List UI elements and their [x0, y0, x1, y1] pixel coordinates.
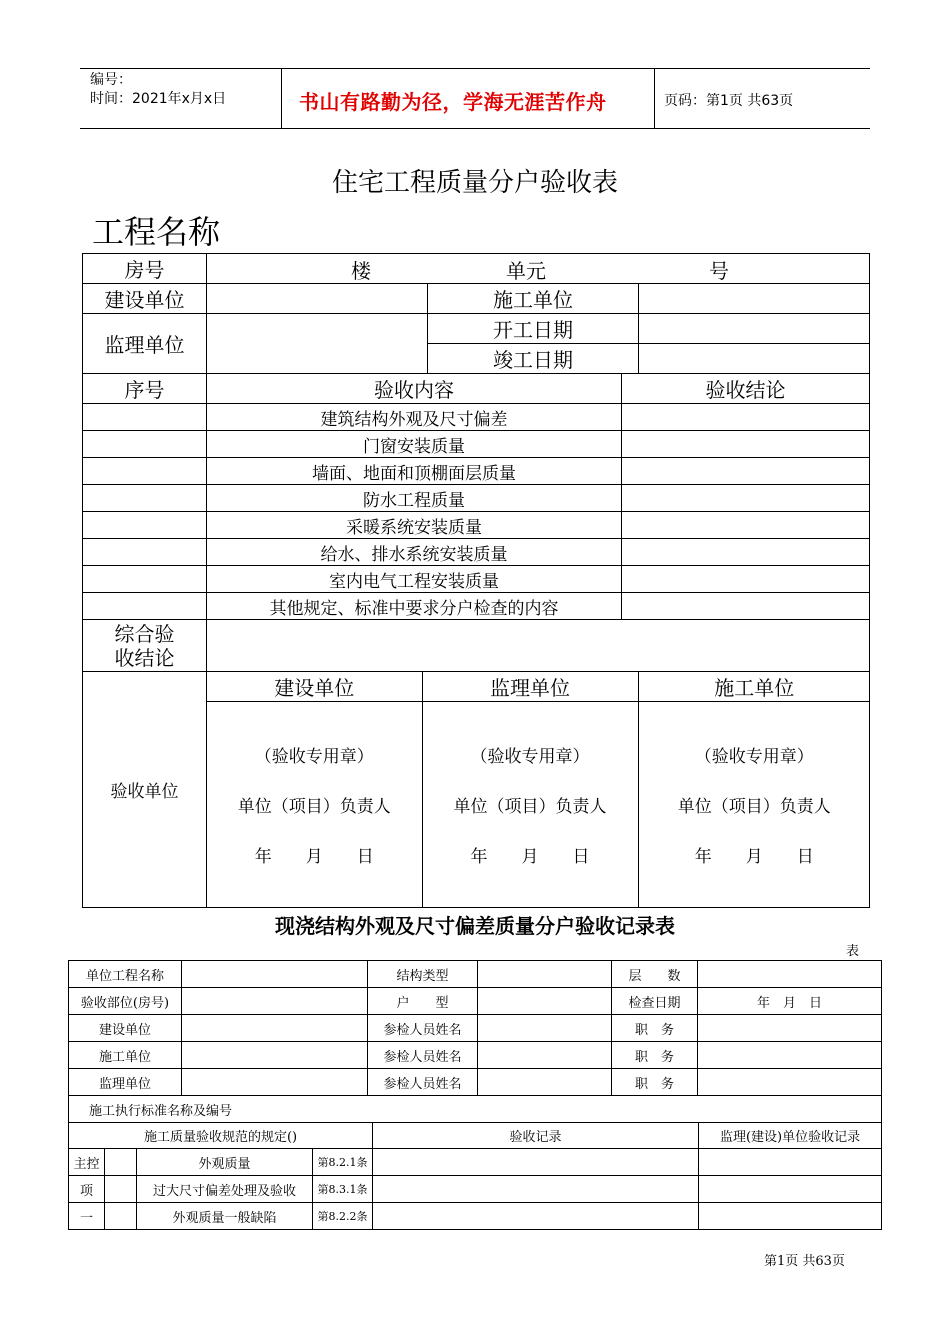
header-motto: 书山有路勤为径，学海无涯苦作舟	[299, 90, 607, 114]
date-text: 年 月 日	[254, 847, 374, 867]
position-label: 职 务	[612, 1042, 698, 1069]
s2-supervisor-label: 监理单位	[69, 1069, 182, 1096]
constructor-value[interactable]	[639, 284, 870, 314]
item-conclusion[interactable]	[622, 485, 870, 512]
building-label: 楼	[351, 259, 371, 283]
item-content: 采暖系统安装质量	[207, 512, 622, 539]
row-supervision[interactable]	[699, 1203, 882, 1230]
row-item: 外观质量一般缺陷	[137, 1203, 313, 1230]
item-index[interactable]	[105, 1149, 137, 1176]
signature-subtable	[207, 672, 870, 907]
room-no-label: 房号	[83, 254, 207, 284]
supervision-record-header: 监理(建设)单位验收记录	[699, 1123, 882, 1149]
header-bottom-rule	[80, 128, 870, 129]
row-record[interactable]	[373, 1176, 699, 1203]
sig-supervisor-header: 监理单位	[422, 672, 638, 702]
responsible-text: 单位（项目）负责人	[237, 797, 391, 817]
item-content: 其他规定、标准中要求分户检查的内容	[207, 593, 622, 620]
item-seq[interactable]	[83, 566, 207, 593]
main-control-label-1: 主控	[69, 1149, 105, 1176]
main-control-label-2: 项	[69, 1176, 105, 1203]
item-content: 建筑结构外观及尺寸偏差	[207, 404, 622, 431]
unit-label: 单元	[506, 259, 546, 283]
item-content: 给水、排水系统安装质量	[207, 539, 622, 566]
floors-label: 层 数	[612, 961, 698, 988]
structure-record-table-top	[68, 960, 882, 1123]
spec-header: 施工质量验收规范的规定()	[69, 1123, 373, 1149]
project-name-label: 工程名称	[92, 213, 221, 251]
item-conclusion[interactable]	[622, 512, 870, 539]
house-type-value[interactable]	[478, 988, 612, 1015]
stamp-text: （验收专用章）	[254, 747, 374, 767]
item-seq[interactable]	[83, 458, 207, 485]
item-seq[interactable]	[83, 485, 207, 512]
constructor-label: 施工单位	[428, 284, 639, 314]
row-supervision[interactable]	[699, 1149, 882, 1176]
inspector-name-label: 参检人员姓名	[368, 1069, 478, 1096]
item-conclusion[interactable]	[622, 566, 870, 593]
finish-date-value[interactable]	[639, 344, 870, 374]
position-value[interactable]	[698, 1042, 882, 1069]
responsible-text: 单位（项目）负责人	[453, 797, 607, 817]
doc-time-label: 时间：2021年x月x日	[90, 91, 227, 107]
supervisor-value[interactable]	[207, 314, 428, 374]
item-content: 室内电气工程安装质量	[207, 566, 622, 593]
house-type-label: 户 型	[368, 988, 478, 1015]
row-clause: 第8.2.2条	[313, 1203, 373, 1230]
check-date-label: 检查日期	[612, 988, 698, 1015]
s2-constructor-value[interactable]	[182, 1042, 368, 1069]
structure-type-label: 结构类型	[368, 961, 478, 988]
item-conclusion[interactable]	[622, 458, 870, 485]
inspection-area-value[interactable]	[182, 988, 368, 1015]
item-seq[interactable]	[83, 431, 207, 458]
inspector-name-label: 参检人员姓名	[368, 1015, 478, 1042]
content-header: 验收内容	[207, 374, 622, 404]
number-label: 号	[709, 259, 729, 283]
position-label: 职 务	[612, 1015, 698, 1042]
inspector-name-value[interactable]	[478, 1069, 612, 1096]
item-seq[interactable]	[83, 404, 207, 431]
unit-project-name-label: 单位工程名称	[69, 961, 182, 988]
structure-record-table-bottom	[68, 1122, 882, 1230]
overall-conclusion-line1: 综合验	[114, 621, 175, 646]
item-conclusion[interactable]	[622, 539, 870, 566]
finish-date-label: 竣工日期	[428, 344, 639, 374]
row-record[interactable]	[373, 1149, 699, 1176]
overall-conclusion-value[interactable]	[207, 620, 870, 672]
row-record[interactable]	[373, 1203, 699, 1230]
inspector-name-label: 参检人员姓名	[368, 1042, 478, 1069]
s2-constructor-label: 施工单位	[69, 1042, 182, 1069]
row-item: 过大尺寸偏差处理及验收	[137, 1176, 313, 1203]
s2-builder-label: 建设单位	[69, 1015, 182, 1042]
section2-table-suffix: 表	[846, 944, 860, 959]
item-seq[interactable]	[83, 512, 207, 539]
sig-constructor-header: 施工单位	[638, 672, 870, 702]
acceptance-units-cell	[207, 672, 870, 908]
header-page-info: 页码：第1页 共63页	[664, 93, 794, 109]
builder-value[interactable]	[207, 284, 428, 314]
row-item: 外观质量	[137, 1149, 313, 1176]
floors-value[interactable]	[698, 961, 882, 988]
general-label: 一	[69, 1203, 105, 1230]
date-text: 年 月 日	[694, 847, 814, 867]
header-separator-right	[654, 68, 655, 129]
row-clause: 第8.3.1条	[313, 1176, 373, 1203]
acceptance-units-label: 验收单位	[83, 672, 207, 908]
s2-builder-value[interactable]	[182, 1015, 368, 1042]
check-date-value[interactable]: 年 月 日	[698, 988, 882, 1015]
conclusion-header: 验收结论	[622, 374, 870, 404]
overall-conclusion-line2: 收结论	[114, 645, 175, 670]
record-header: 验收记录	[373, 1123, 699, 1149]
responsible-text: 单位（项目）负责人	[677, 797, 831, 817]
item-conclusion[interactable]	[622, 404, 870, 431]
sig-builder-header: 建设单位	[207, 672, 422, 702]
inspector-name-value[interactable]	[478, 1015, 612, 1042]
position-label: 职 务	[612, 1069, 698, 1096]
date-text: 年 月 日	[470, 847, 590, 867]
row-clause: 第8.2.1条	[313, 1149, 373, 1176]
sig-builder-block[interactable]	[207, 702, 422, 908]
page-title: 住宅工程质量分户验收表	[331, 168, 618, 198]
page-footer: 第1页 共63页	[764, 1254, 845, 1269]
section2-title: 现浇结构外观及尺寸偏差质量分户验收记录表	[275, 914, 675, 938]
item-seq[interactable]	[83, 539, 207, 566]
stamp-text: （验收专用章）	[470, 747, 590, 767]
item-seq[interactable]	[83, 593, 207, 620]
standard-row	[69, 1096, 882, 1123]
header-separator-left	[281, 68, 282, 129]
s2-supervisor-value[interactable]	[182, 1069, 368, 1096]
household-acceptance-table	[82, 253, 870, 908]
start-date-value[interactable]	[639, 314, 870, 344]
item-content: 墙面、地面和顶棚面层质量	[207, 458, 622, 485]
room-no-value[interactable]	[207, 254, 870, 284]
stamp-text: （验收专用章）	[694, 747, 814, 767]
overall-conclusion-label	[83, 620, 207, 672]
sig-supervisor-block[interactable]	[422, 702, 638, 908]
start-date-label: 开工日期	[428, 314, 639, 344]
item-index[interactable]	[105, 1203, 137, 1230]
position-value[interactable]	[698, 1015, 882, 1042]
unit-project-name-value[interactable]	[182, 961, 368, 988]
sig-constructor-block[interactable]	[638, 702, 870, 908]
item-content: 防水工程质量	[207, 485, 622, 512]
doc-number-label: 编号：	[90, 72, 132, 88]
item-index[interactable]	[105, 1176, 137, 1203]
standard-label: 施工执行标准名称及编号	[89, 1103, 233, 1119]
position-value[interactable]	[698, 1069, 882, 1096]
structure-type-value[interactable]	[478, 961, 612, 988]
supervisor-label: 监理单位	[83, 314, 207, 374]
inspection-area-label: 验收部位(房号)	[69, 988, 182, 1015]
item-conclusion[interactable]	[622, 431, 870, 458]
seq-header: 序号	[83, 374, 207, 404]
item-content: 门窗安装质量	[207, 431, 622, 458]
inspector-name-value[interactable]	[478, 1042, 612, 1069]
header-top-rule	[80, 68, 870, 69]
row-supervision[interactable]	[699, 1176, 882, 1203]
builder-label: 建设单位	[83, 284, 207, 314]
item-conclusion[interactable]	[622, 593, 870, 620]
